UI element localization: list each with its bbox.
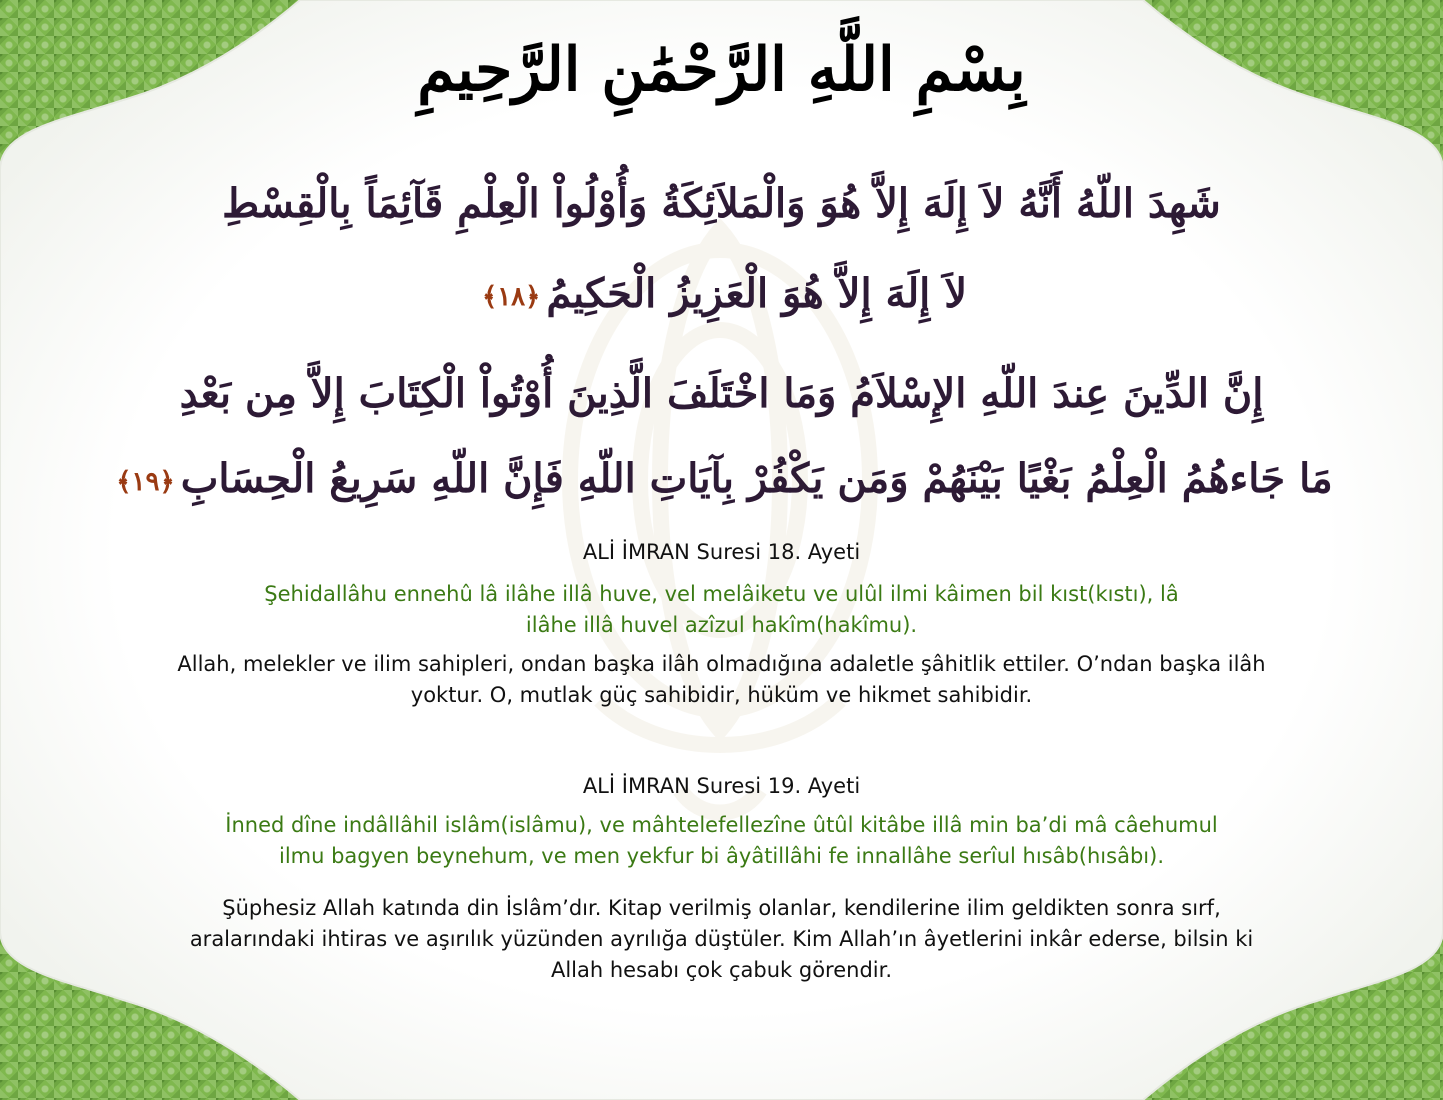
verse-19-meaning-line-2: aralarındaki ihtiras ve aşırılık yüzünden ayrılığa düştüler. Kim Allah’ın âyetlerini inkâr ederse, bilsin ki: [189, 927, 1254, 951]
verse-19-meaning: [0, 893, 1443, 986]
arabic-line-1: شَهِدَ اللّهُ أَنَّهُ لاَ إِلَهَ إِلاَّ هُوَ وَالْمَلاَئِكَةُ وَأُوْلُواْ الْعِلْمِ قَآئِمَاً بِالْقِسْطِ: [222, 180, 1221, 227]
verse-18-meaning-line-2: yoktur. O, mutlak güç sahibidir, hüküm ve hikmet sahibidir.: [410, 683, 1033, 707]
verse-18-transliteration: [0, 579, 1443, 641]
arabic-line-2-text: لاَ إِلَهَ إِلاَّ هُوَ الْعَزِيزُ الْحَكِيمُ: [546, 270, 968, 317]
verse-19-translit-line-1: İnned dîne indâllâhil islâm(islâmu), ve mâhtelefellezîne ûtûl kitâbe illâ min ba’di mâ câehumul: [225, 813, 1218, 837]
verse-marker-19: ﴿١٩﴾: [116, 467, 175, 497]
arabic-line-2: [0, 270, 1443, 317]
arabic-line-4-text: مَا جَاءهُمُ الْعِلْمُ بَغْيًا بَيْنَهُمْ وَمَن يَكْفُرْ بِآيَاتِ اللّهِ فَإِنَّ اللّهِ سَرِيعُ الْحِسَابِ: [180, 455, 1333, 502]
verse-18-meaning: [0, 649, 1443, 711]
verse-18-translit-line-1: Şehidallâhu ennehû lâ ilâhe illâ huve, vel melâiketu ve ulûl ilmi kâimen bil kıst(kıstı), lâ: [264, 582, 1179, 606]
verse-marker-18: ﴿١٨﴾: [481, 282, 541, 312]
verse-19-translit-line-2: ilmu bagyen beynehum, ve men yekfur bi âyâtillâhi fe innallâhe serîul hısâb(hısâbı).: [278, 844, 1164, 868]
bismillah-calligraphy: بِسْمِ اللَّهِ الرَّحْمَٰنِ الرَّحِيمِ: [417, 35, 1026, 105]
verse-19-heading: ALİ İMRAN Suresi 19. Ayeti: [582, 774, 861, 798]
arabic-line-4: [0, 455, 1443, 502]
verse-19-meaning-line-1: Şüphesiz Allah katında din İslâm’dır. Kitap verilmiş olanlar, kendilerine ilim geldikten sonra sırf,: [222, 896, 1221, 920]
verse-18-translit-line-2: ilâhe illâ huvel azîzul hakîm(hakîmu).: [525, 613, 918, 637]
verse-19-meaning-line-3: Allah hesabı çok çabuk görendir.: [550, 958, 892, 982]
verse-18-heading: ALİ İMRAN Suresi 18. Ayeti: [582, 540, 861, 564]
verse-18-meaning-line-1: Allah, melekler ve ilim sahipleri, ondan başka ilâh olmadığına adaletle şâhitlik ettiler. O’ndan başka ilâh: [177, 652, 1266, 676]
verse-19-transliteration: [0, 810, 1443, 872]
arabic-line-3: إِنَّ الدِّينَ عِندَ اللّهِ الإِسْلاَمُ وَمَا اخْتَلَفَ الَّذِينَ أُوْتُواْ الْكِتَابَ إِلاَّ مِن بَعْدِ: [179, 370, 1264, 417]
